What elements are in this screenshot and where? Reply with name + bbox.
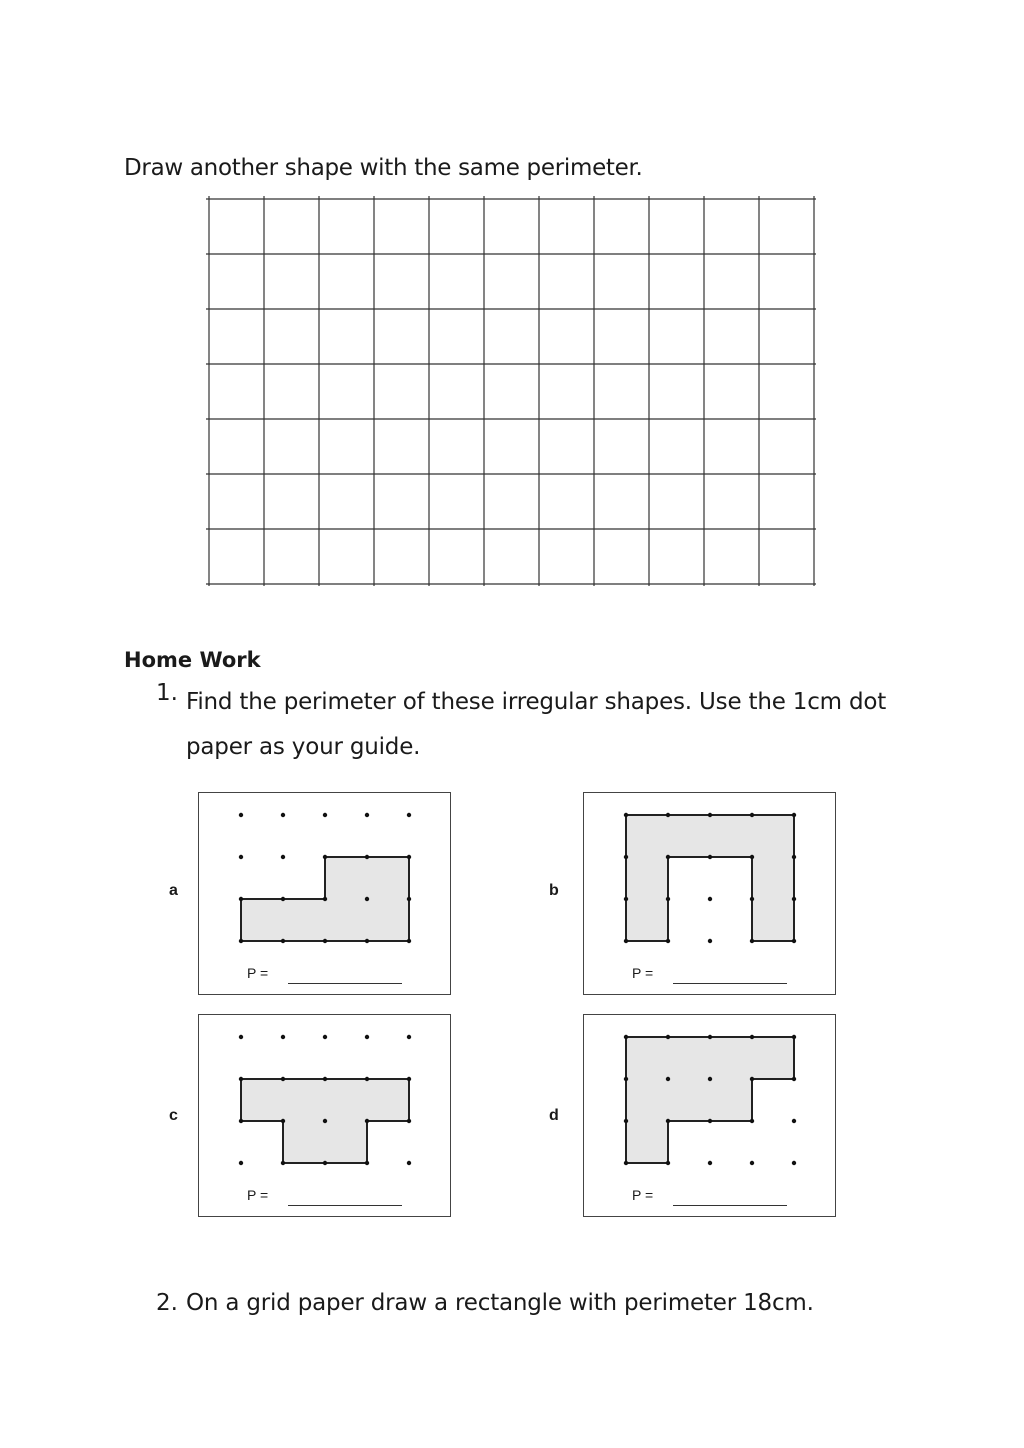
dot: [624, 1161, 628, 1165]
dot: [365, 1035, 369, 1039]
shape-b: [626, 815, 794, 941]
shape-a-figure: [199, 793, 452, 996]
dot: [407, 1077, 411, 1081]
answer-line-d[interactable]: [673, 1205, 787, 1206]
dot: [239, 1077, 243, 1081]
dot: [239, 813, 243, 817]
dot: [792, 813, 796, 817]
dot: [708, 813, 712, 817]
panel-b: [583, 792, 836, 995]
shape-c-figure: [199, 1015, 452, 1218]
dot: [666, 813, 670, 817]
dot: [365, 1077, 369, 1081]
dot: [365, 813, 369, 817]
question-1-number: 1.: [156, 680, 178, 706]
shape-b-figure: [584, 793, 837, 996]
dot: [239, 897, 243, 901]
dot: [407, 897, 411, 901]
dot: [365, 939, 369, 943]
drawing-grid[interactable]: [206, 196, 820, 588]
dot: [281, 813, 285, 817]
answer-line-c[interactable]: [288, 1205, 402, 1206]
answer-line-a[interactable]: [288, 983, 402, 984]
dot: [750, 1035, 754, 1039]
perimeter-label-a: P =: [247, 965, 269, 981]
panel-d: [583, 1014, 836, 1217]
panel-c: [198, 1014, 451, 1217]
dot: [666, 1119, 670, 1123]
dot: [407, 1119, 411, 1123]
panel-d-label: d: [549, 1107, 559, 1124]
dot: [407, 1035, 411, 1039]
dot: [708, 1119, 712, 1123]
dot: [323, 1077, 327, 1081]
dot: [239, 1035, 243, 1039]
shape-d: [626, 1037, 794, 1163]
dot: [624, 897, 628, 901]
dot: [239, 1119, 243, 1123]
dot: [407, 855, 411, 859]
dot: [323, 1035, 327, 1039]
dot: [666, 855, 670, 859]
question-2-number: 2.: [156, 1290, 178, 1316]
instruction-text: Draw another shape with the same perimeter.: [124, 155, 643, 181]
answer-line-b[interactable]: [673, 983, 787, 984]
panel-c-label: c: [169, 1107, 178, 1124]
dot: [750, 1077, 754, 1081]
dot: [750, 939, 754, 943]
dot: [708, 897, 712, 901]
dot: [708, 1077, 712, 1081]
dot: [792, 897, 796, 901]
dot: [666, 939, 670, 943]
dot: [624, 1119, 628, 1123]
panel-a-label: a: [169, 882, 178, 899]
dot: [750, 813, 754, 817]
dot: [281, 897, 285, 901]
dot: [407, 1161, 411, 1165]
dot: [365, 1161, 369, 1165]
dot: [624, 1035, 628, 1039]
dot: [750, 1119, 754, 1123]
dot: [750, 855, 754, 859]
dot: [624, 939, 628, 943]
dot: [792, 939, 796, 943]
dot: [281, 939, 285, 943]
dot: [750, 1161, 754, 1165]
perimeter-label-c: P =: [247, 1187, 269, 1203]
dot: [666, 897, 670, 901]
dot: [708, 855, 712, 859]
dot: [365, 897, 369, 901]
dot: [792, 1035, 796, 1039]
question-1-text: Find the perimeter of these irregular shapes. Use the 1cm dot paper as your guide.: [186, 689, 887, 760]
dot: [281, 855, 285, 859]
dot: [365, 855, 369, 859]
panel-a: [198, 792, 451, 995]
dot: [323, 855, 327, 859]
dot: [281, 1035, 285, 1039]
dot: [708, 1035, 712, 1039]
perimeter-label-d: P =: [632, 1187, 654, 1203]
dot: [750, 897, 754, 901]
dot: [624, 1077, 628, 1081]
dot: [323, 939, 327, 943]
homework-title: Home Work: [124, 648, 261, 672]
dot: [792, 1077, 796, 1081]
dot: [323, 1119, 327, 1123]
dot: [792, 1161, 796, 1165]
dot: [792, 855, 796, 859]
dot: [624, 813, 628, 817]
dot: [323, 813, 327, 817]
dot: [666, 1077, 670, 1081]
dot: [323, 1161, 327, 1165]
dot: [239, 855, 243, 859]
dot: [666, 1161, 670, 1165]
dot: [666, 1035, 670, 1039]
dot: [281, 1077, 285, 1081]
dot: [624, 855, 628, 859]
dot: [792, 1119, 796, 1123]
dot: [708, 1161, 712, 1165]
dot: [323, 897, 327, 901]
dot: [239, 1161, 243, 1165]
shape-d-figure: [584, 1015, 837, 1218]
dot: [407, 939, 411, 943]
dot: [281, 1119, 285, 1123]
dot: [281, 1161, 285, 1165]
panel-b-label: b: [549, 882, 559, 899]
dot: [708, 939, 712, 943]
question-2-text: On a grid paper draw a rectangle with perimeter 18cm.: [186, 1290, 814, 1316]
dot: [407, 813, 411, 817]
perimeter-label-b: P =: [632, 965, 654, 981]
dot: [365, 1119, 369, 1123]
dot: [239, 939, 243, 943]
